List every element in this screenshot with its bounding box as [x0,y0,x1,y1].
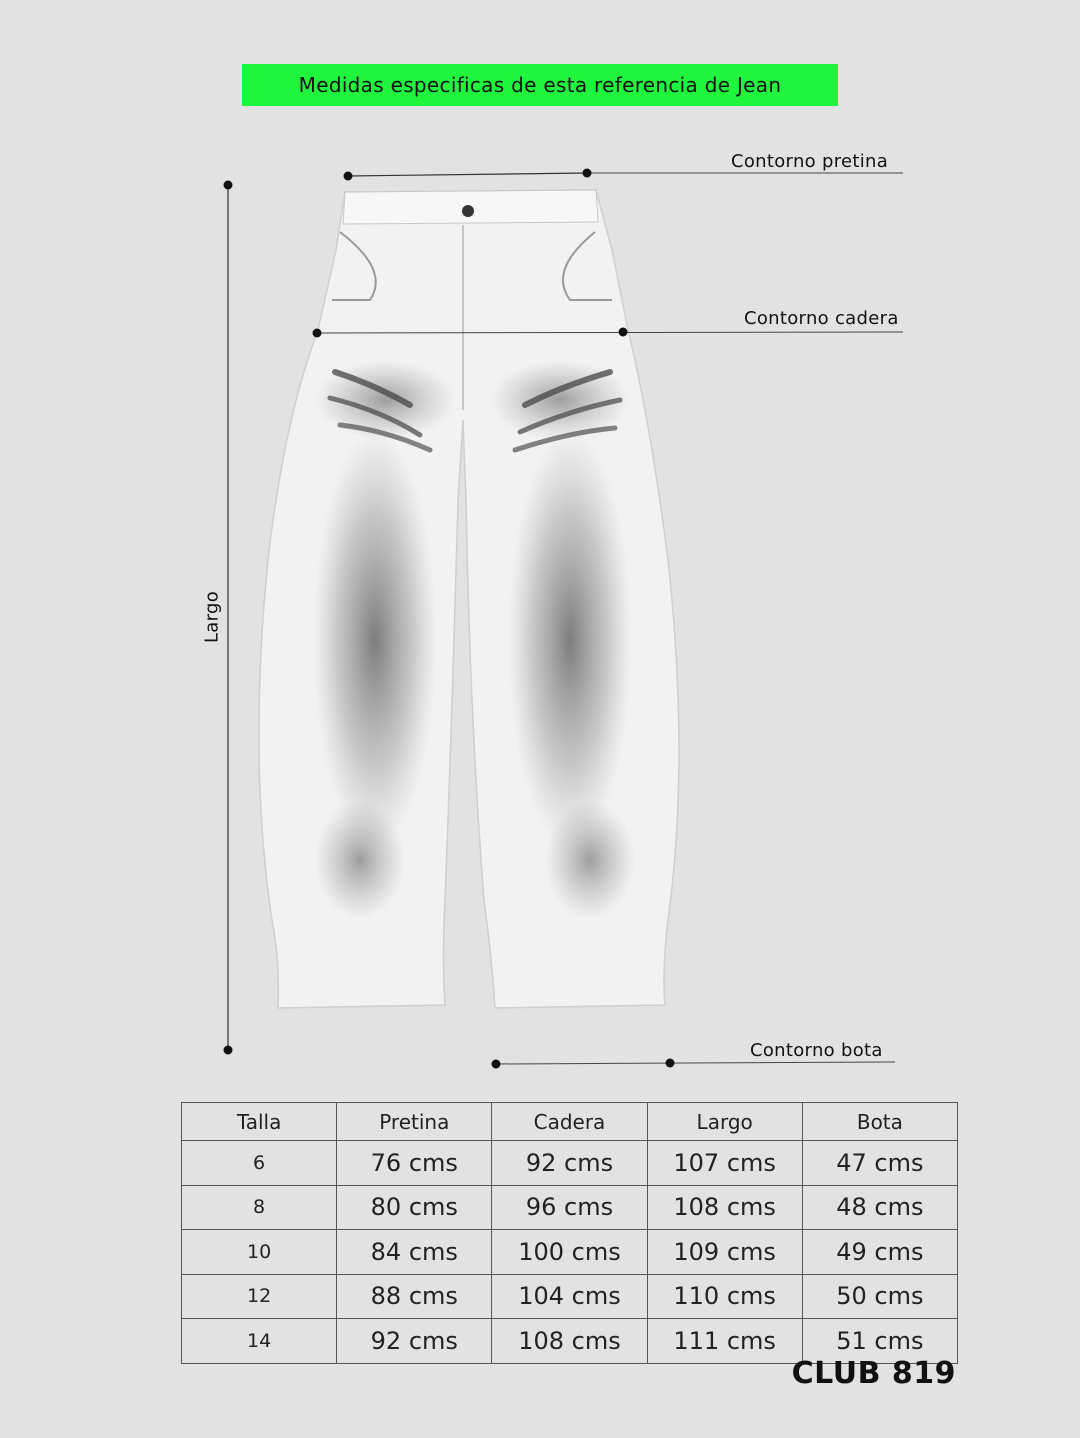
brand-logo-text: CLUB 819 [791,1356,956,1391]
table-row [182,1185,958,1230]
cell-bota: 47 cms [802,1141,957,1186]
table-row [182,1274,958,1319]
cell-pretina: 88 cms [337,1274,492,1319]
banner-text: Medidas especificas de esta referencia de Jean [298,73,782,97]
cell-pretina: 84 cms [337,1230,492,1275]
cell-largo: 109 cms [647,1230,802,1275]
cell-talla: 12 [182,1274,337,1319]
cell-largo: 111 cms [647,1319,802,1364]
header-bota: Bota [802,1103,957,1141]
cell-largo: 110 cms [647,1274,802,1319]
largo-measure-line [224,181,233,1055]
cell-talla: 6 [182,1141,337,1186]
cell-bota: 48 cms [802,1185,957,1230]
cell-largo: 107 cms [647,1141,802,1186]
label-largo: Largo [201,590,223,644]
cell-bota: 50 cms [802,1274,957,1319]
cell-cadera: 104 cms [492,1274,647,1319]
cell-cadera: 92 cms [492,1141,647,1186]
table-row [182,1141,958,1186]
table-row [182,1230,958,1275]
header-pretina: Pretina [337,1103,492,1141]
cell-talla: 8 [182,1185,337,1230]
wide-leg-jeans-icon [259,190,679,1008]
cell-cadera: 108 cms [492,1319,647,1364]
header-largo: Largo [647,1103,802,1141]
header-talla: Talla [182,1103,337,1141]
label-contorno-pretina: Contorno pretina [731,151,889,172]
cell-bota: 51 cms [802,1319,957,1364]
cell-pretina: 80 cms [337,1185,492,1230]
cell-cadera: 96 cms [492,1185,647,1230]
size-table [181,1102,958,1364]
table-header-row [182,1103,958,1141]
cell-talla: 10 [182,1230,337,1275]
header-cadera: Cadera [492,1103,647,1141]
cell-talla: 14 [182,1319,337,1364]
label-contorno-cadera: Contorno cadera [744,308,899,329]
cell-pretina: 76 cms [337,1141,492,1186]
label-contorno-bota: Contorno bota [750,1040,883,1061]
cell-bota: 49 cms [802,1230,957,1275]
cell-pretina: 92 cms [337,1319,492,1364]
cell-cadera: 100 cms [492,1230,647,1275]
cell-largo: 108 cms [647,1185,802,1230]
